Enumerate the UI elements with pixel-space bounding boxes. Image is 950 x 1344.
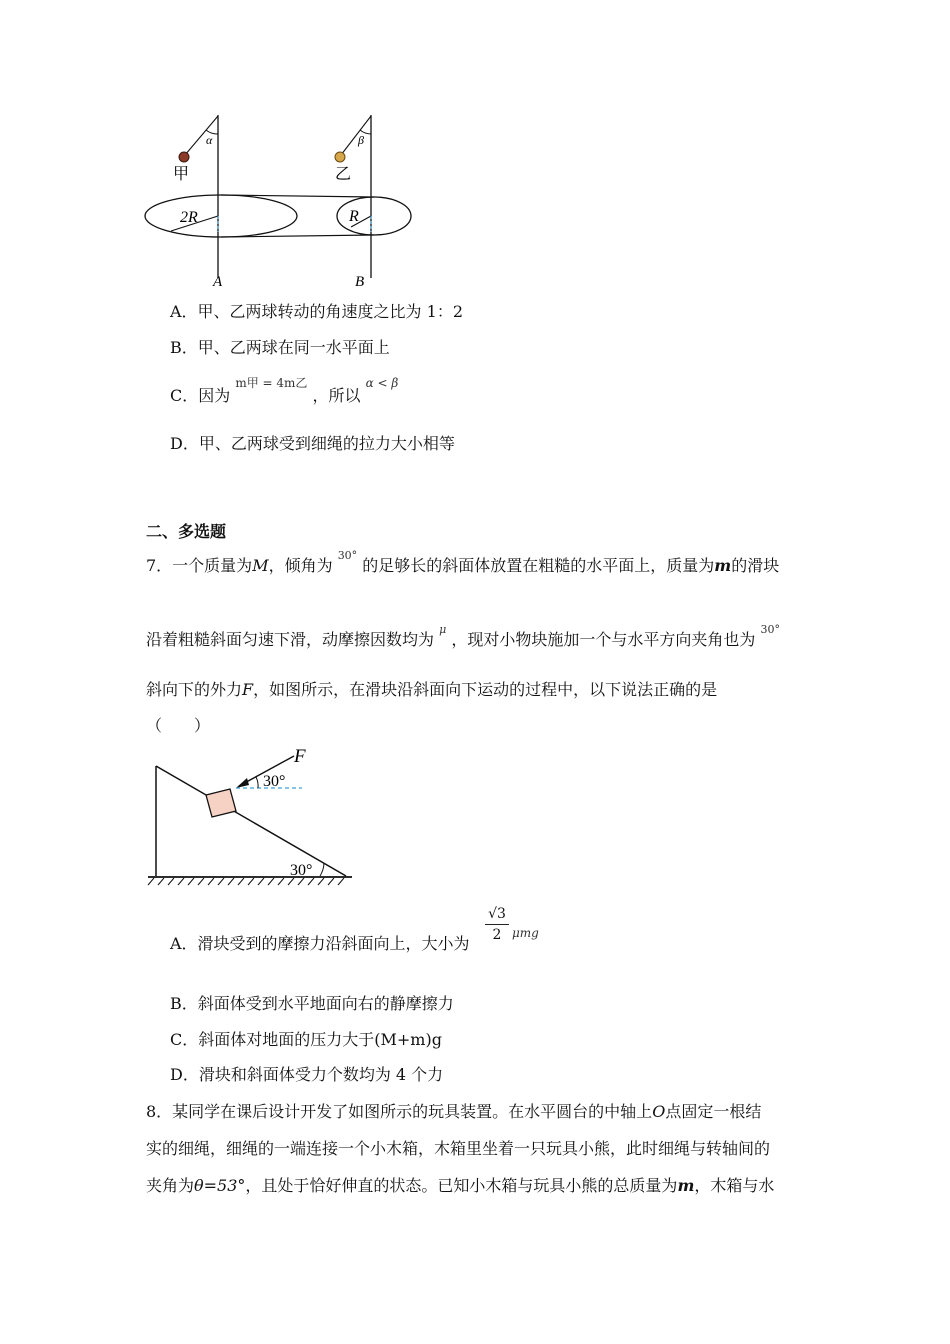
label-angle-top: 30° xyxy=(263,773,286,790)
q7-mu: μ xyxy=(439,623,447,636)
q7-mass-M: M xyxy=(252,556,269,575)
string-jia xyxy=(185,116,218,155)
q8-line3-c: ，木箱与水 xyxy=(694,1176,775,1195)
q7-option-a-text: A．滑块受到的摩擦力沿斜面向上，大小为 xyxy=(170,934,470,953)
figure-incline xyxy=(140,740,360,890)
q8-line3 xyxy=(146,1176,774,1196)
q7-line3 xyxy=(146,680,717,700)
q7-option-a-fraction xyxy=(485,906,509,943)
q7-line1-b: ，倾角为 xyxy=(268,556,333,575)
q7-line2 xyxy=(146,623,780,652)
q7-bracket: （ ） xyxy=(146,716,211,735)
q6-option-c-formula: m甲 = 4m乙 xyxy=(235,376,308,390)
q7-line2-a: 沿着粗糙斜面匀速下滑，动摩擦因数均为 xyxy=(146,630,435,649)
q8-point-O: O xyxy=(652,1102,666,1121)
q7-angle-30b: 30° xyxy=(760,623,780,636)
label-axis-b: B xyxy=(355,274,365,290)
q8-line1-b: 点固定一根结 xyxy=(665,1102,762,1121)
incline-slope xyxy=(156,766,346,876)
ball-jia xyxy=(179,152,189,162)
label-2r: 2R xyxy=(180,209,198,226)
label-r: R xyxy=(349,208,359,225)
q8-line2: 实的细绳，细绳的一端连接一个小木箱，木箱里坐着一只玩具小熊，此时细绳与转轴间的 xyxy=(146,1139,771,1158)
q7-line1-c: 的足够长的斜面体放置在粗糙的水平面上，质量为 xyxy=(362,556,715,575)
label-force-F: F xyxy=(294,746,306,767)
q7-option-b: B．斜面体受到水平地面向右的静摩擦力 xyxy=(170,994,454,1013)
q6-option-c-prefix: C．因为 xyxy=(170,386,231,405)
q7-line1 xyxy=(146,549,780,578)
ground-hatch xyxy=(148,878,344,885)
figure-rotating-pendulums xyxy=(140,110,420,292)
q8-line3-a: 夹角为 xyxy=(146,1176,195,1195)
label-alpha: α xyxy=(206,133,213,147)
label-jia: 甲 xyxy=(173,166,190,183)
sliding-block xyxy=(206,789,236,817)
q6-option-b: B．甲、乙两球在同一水平面上 xyxy=(170,338,390,357)
q6-option-d: D．甲、乙两球受到细绳的拉力大小相等 xyxy=(170,434,455,453)
q7-line3-b: ，如图所示，在滑块沿斜面向下运动的过程中，以下说法正确的是 xyxy=(253,680,718,699)
q7-line3-a: 斜向下的外力 xyxy=(146,680,243,699)
fraction-numerator: √3 xyxy=(485,906,509,925)
label-axis-a: A xyxy=(213,274,223,290)
q7-line1-d: 的滑块 xyxy=(731,556,780,575)
q8-line3-b: ，且处于恰好伸直的状态。已知小木箱与玩具小熊的总质量为 xyxy=(245,1176,678,1195)
q7-force-F: F xyxy=(242,680,254,699)
label-angle-bottom: 30° xyxy=(290,862,313,879)
q7-line1-a: 7．一个质量为 xyxy=(146,556,253,575)
q6-option-a: A．甲、乙两球转动的角速度之比为 1：2 xyxy=(170,302,464,321)
q7-option-a xyxy=(170,934,470,954)
q7-option-a-umg: μmg xyxy=(512,926,539,940)
angle-arc-force xyxy=(256,777,258,788)
section-title: 二、多选题 xyxy=(146,522,227,541)
q7-line2-b: ，现对小物块施加一个与水平方向夹角也为 xyxy=(451,630,756,649)
q6-option-c-mid: ，所以 xyxy=(312,386,361,405)
q6-option-c-relation: α < β xyxy=(365,376,399,390)
ball-yi xyxy=(335,152,345,162)
q8-theta: θ=53° xyxy=(194,1176,246,1195)
fraction-denominator: 2 xyxy=(492,927,502,943)
disk-big xyxy=(145,195,297,237)
label-beta: β xyxy=(358,133,364,147)
q7-mass-m: m xyxy=(714,556,732,575)
q7-angle-30: 30° xyxy=(337,549,358,562)
angle-arc-incline xyxy=(320,863,324,876)
q8-line1-a: 8．某同学在课后设计开发了如图所示的玩具装置。在水平圆台的中轴上 xyxy=(146,1102,653,1121)
q8-line1 xyxy=(146,1102,761,1122)
q7-option-d: D．滑块和斜面体受力个数均为 4 个力 xyxy=(170,1065,444,1084)
q8-mass-m: m xyxy=(677,1176,695,1195)
label-yi: 乙 xyxy=(335,166,352,183)
force-arrowhead xyxy=(236,778,249,788)
string-yi xyxy=(341,116,371,155)
q7-option-c: C．斜面体对地面的压力大于(M+m)g xyxy=(170,1030,442,1049)
